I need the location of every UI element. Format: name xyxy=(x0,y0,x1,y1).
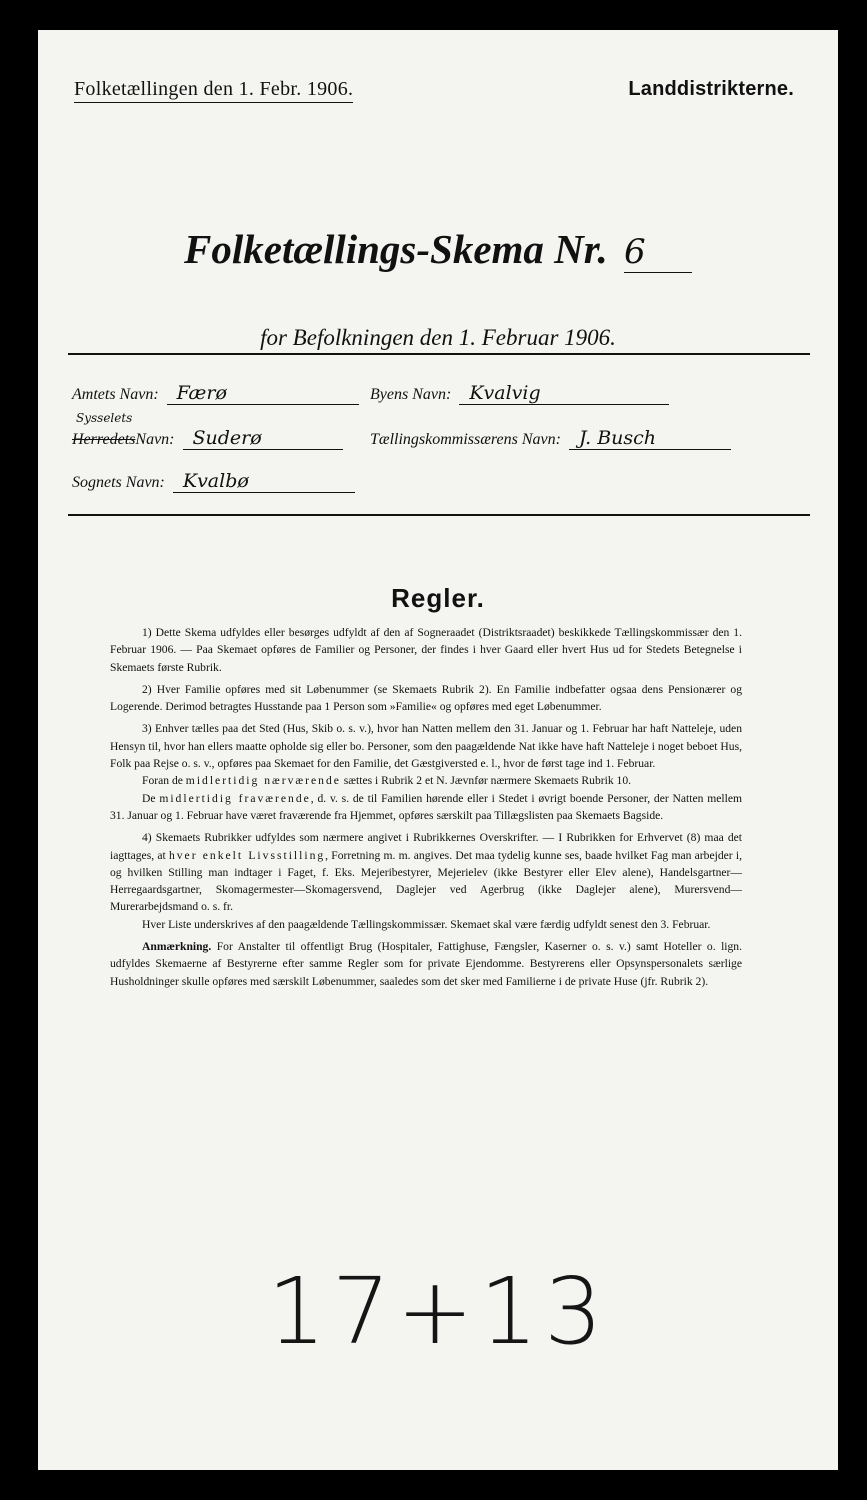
form-subtitle: for Befolkningen den 1. Februar 1906. xyxy=(260,325,616,350)
field-herred-label: Navn: xyxy=(135,431,175,448)
rule-4-signature: Hver Liste underskrives af den paagældende Tællingskommissær. Skemaet skal være færdig udfyldt senest den 3. Februar. xyxy=(142,917,711,931)
field-sogn-value: Kvalbø xyxy=(173,470,355,493)
header-bar xyxy=(74,78,794,108)
field-sogn xyxy=(72,470,355,493)
field-amt-label: Amtets Navn: xyxy=(72,386,159,403)
rule-3: 3) Enhver tælles paa det Sted (Hus, Skib o. s. v.), hvor han Natten mellem den 31. Januar og 1. Februar har haft Natteleje, uden Hensyn til, hvor han ellers maatte opholde sig eller bo. Personer, som den paagældende Nat ikke have haft Natteleje i noget beboet Hus, Folk paa Rejse o. s. v., opføres paa Skemaet for den Familie, det Gæstgiversted e. l., hvor de først tage ind 1. Februar. xyxy=(110,722,742,771)
field-amt-value: Færø xyxy=(167,382,359,405)
field-by xyxy=(370,382,669,405)
divider-bottom xyxy=(68,514,810,516)
divider-top xyxy=(68,353,810,355)
rules-heading: Regler. xyxy=(391,583,485,613)
annotation-text: For Anstalter til offentligt Brug (Hospitaler, Fattighuse, Fængsler, Kaserner o. s. v.) samt Hoteller o. lign. udfyldes Skemaerne af Bestyrerne efter samme Regler som for private Ejendomme. Bestyrerens eller Opsynspersonalets særlige Husholdninger skulle opføres med særskilt Løbenummer, saaledes som det sker med Familierne i de private Huse (jfr. Rubrik 2). xyxy=(110,940,742,988)
rule-4-c: , Forretning m. m. angives. Det maa tydelig kunne ses, baade hvilket Fag man arbejder i, og hvilken Stilling man indtager i Faget, f. Eks. Mejeribestyrer, Mejerielev (ikke Bestyrer eller Elev alene), Handelsgartner—Herregaardsgartner, Skomagermester—Skomagersvend, Daglejer ved Agerbrug (ikke Daglejer alene), Murersvend—Murerarbejdsmand o. s. fr. xyxy=(110,848,742,914)
census-form-page xyxy=(38,30,838,1470)
form-title xyxy=(38,225,838,273)
rule-4-a: 4) Skemaets Rubrikker udfyldes som nærmere angivet i Rubrikkernes Overskrifter. — I Rubrikken for Erhvervet (8) maa det iagttages, at xyxy=(110,831,742,862)
field-herred-label-struck: Herredets xyxy=(72,431,136,448)
rule-4 xyxy=(110,829,742,915)
rule-3-note-present-b: midlertidig nærværende xyxy=(185,774,341,788)
rule-3-note-absent-a: De xyxy=(142,791,160,805)
rules-body xyxy=(110,624,742,990)
rule-3-note-absent-c: , d. v. s. de til Familien hørende eller i Stedet i øvrigt boende Personer, der Natten mellem 31. Januar og 1. Februar have været fraværende fra Hjemmet, opføres særskilt paa Tillægslisten paa Skemaets Bagside. xyxy=(110,791,742,822)
rule-3-note-absent-b: midlertidig fraværende xyxy=(159,791,311,805)
form-number: 6 xyxy=(624,232,692,273)
field-sogn-label: Sognets Navn: xyxy=(72,474,165,491)
rule-1: 1) Dette Skema udfyldes eller besørges udfyldt af den af Sogneraadet (Distriktsraadet) beskikkede Tællingskommissær den 1. Februar 1906. — Paa Skemaet opføres de Familier og Personer, der findes i hver Gaard eller hvert Hus ud for Stedets Betegnelse i Skemaets første Rubrik. xyxy=(110,626,742,674)
field-amt xyxy=(72,382,359,405)
field-by-value: Kvalvig xyxy=(459,382,669,405)
rule-3-note-present-c: sættes i Rubrik 2 et N. Jævnfør nærmere Skemaets Rubrik 10. xyxy=(340,774,632,788)
form-title-text: Folketællings-Skema Nr. xyxy=(184,226,608,272)
field-kommissaer-value: J. Busch xyxy=(569,427,731,450)
field-kommissaer-label: Tællingskommissærens Navn: xyxy=(370,431,561,448)
field-herred-value: Suderø xyxy=(183,427,343,450)
census-date-header: Folketællingen den 1. Febr. 1906. xyxy=(74,78,353,103)
field-by-label: Byens Navn: xyxy=(370,386,452,403)
annotation-label: Anmærkning. xyxy=(142,940,212,954)
field-kommissaer xyxy=(370,427,731,450)
district-type-header: Landdistrikterne. xyxy=(628,78,794,100)
field-herred-correction: Sysselets xyxy=(76,411,133,425)
rule-4-b: hver enkelt Livsstilling xyxy=(168,848,326,862)
field-herred xyxy=(72,411,343,450)
rule-3-note-absent xyxy=(110,790,742,825)
handwritten-count: 17+13 xyxy=(267,1258,609,1365)
rule-3-note-present-a: Foran de xyxy=(142,774,186,788)
rule-2: 2) Hver Familie opføres med sit Løbenummer (se Skemaets Rubrik 2). En Familie indbefatter ogsaa dens Pensionærer og Logerende. Derimod betragtes Husstande paa 1 Person som »Familie« og opføres med eget Løbenummer. xyxy=(110,682,742,714)
annotation-note xyxy=(110,938,742,990)
rule-3-note-present xyxy=(110,772,742,789)
